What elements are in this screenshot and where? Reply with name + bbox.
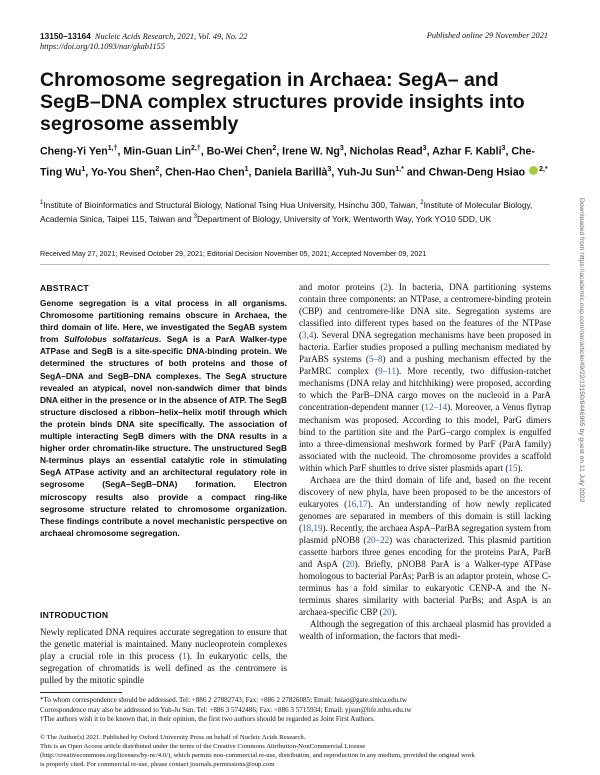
species-name: Sulfolobus solfataricus xyxy=(63,334,159,345)
introduction-text: Newly replicated DNA requires accurate segregation to ensure that the genetic material is maintained. Many nucleoprotein complexes play a crucial role in this process (1). In eukaryotic cells, the segregation of chromatids is well defined as the centromere is pulled by the mitotic spindle xyxy=(40,627,287,686)
citation-link[interactable]: 18,19 xyxy=(302,522,323,533)
citation-link[interactable]: 5–8 xyxy=(368,354,383,365)
author-name: Chwan-Deng Hsiao xyxy=(428,166,526,179)
paragraph-text: ). Recently, the archaea AspA–ParBA segregation system from plasmid pNOB8 ( xyxy=(299,522,551,545)
author-name: Yo-You Shen xyxy=(91,166,156,179)
author-affiliation-mark: 2,† xyxy=(191,145,201,152)
paragraph-text: ). An understanding of how newly replicated genomes are separated in members of this domain is still lacking ( xyxy=(299,498,551,533)
footnote-divider xyxy=(40,692,122,693)
citation-link[interactable]: 2 xyxy=(383,282,388,292)
journal-citation: Nucleic Acids Research, 2021, Vol. 49, No. 22 xyxy=(94,32,248,41)
author-affiliation-mark: 3 xyxy=(422,145,427,152)
paragraph-text: ). Briefly, pNOB8 ParA is a Walker-type ATPase homologous to bacterial ParAs; ParB is an adaptor protein, whose C-terminus has a fold similar to eukaryotic CENP-A and the N-terminus shares similarity with bacterial ParBs; and AspA is an archaea-specific CBP ( xyxy=(299,559,551,618)
article-title: Chromosome segregation in Archaea: SegA– and SegB–DNA complex structures provide insights into segrosome assembly xyxy=(40,69,525,135)
orcid-icon[interactable] xyxy=(529,166,538,175)
citation-link[interactable]: 15 xyxy=(508,462,518,473)
paragraph-text: ). Moreover, a Venus flytrap mechanism was proposed. According to this model, ParG dimers bind to the partition site and the ParG–cargo complex is engulfed into a three-dimensional meshwork formed by ParF (ParA family) associated with the nucleoid. The chromosome provides a scaffold within which ParF shuttles to drive sister plasmids apart ( xyxy=(299,402,551,473)
paragraph-text: and motor proteins ( xyxy=(299,282,384,292)
paragraph-text: ). Several DNA segregation mechanisms have been proposed in bacteria. Earlier studies proposed a pulling mechanism mediated by ParABS systems ( xyxy=(299,330,551,365)
header-divider xyxy=(40,264,550,265)
author-affiliation-mark: 2 xyxy=(155,166,160,174)
abstract-heading: ABSTRACT xyxy=(40,283,89,293)
author-affiliation-mark: 3 xyxy=(327,166,332,174)
author-name: Cheng-Yi Yen xyxy=(40,145,108,158)
author-name: Irene W. Ng xyxy=(282,145,340,158)
doi-link[interactable]: https://doi.org/10.1093/nar/gkab1155 xyxy=(40,42,165,51)
author-name: Chen-Hao Chen xyxy=(165,166,245,179)
author-affiliation-mark: 1 xyxy=(81,166,86,174)
paragraph-text: ) was characterized. This plasmid partition cassette harbors three genes encoding for the proteins ParA, ParB and AspA ( xyxy=(299,534,551,570)
author-affiliation-mark: 1 xyxy=(244,166,249,174)
author-name: Yuh-Ju Sun xyxy=(337,166,396,179)
affiliation-text: Institute of Bioinformatics and Structural Biology, National Tsing Hua University, Hsinchu 300, Taiwan, xyxy=(43,199,421,210)
author-list: Cheng-Yi Yen$^{1,\dagger}$, Min-Guan Lin$^{2,\dagger}$, Bo-Wei Chen$^2$, Irene W. Ng$^3$, Nicholas Read$^3$, Azhar F. Kabli$^3$, Che-Ting Wu$^1$, Yo-You Shen$^2$, Chen-Hao Chen$^1$, Daniela Barillà$^3$, Yuh-Ju Sun$^{1,*}$ and Chwan-Deng Hsiao $^{2,*}$ xyxy=(40,145,548,179)
citation-link[interactable]: 1 xyxy=(182,651,187,662)
introduction-heading: INTRODUCTION xyxy=(40,610,109,620)
paragraph-text: ) and a pushing mechanism effected by the ParMRC complex ( xyxy=(299,354,552,377)
author-name: Min-Guan Lin xyxy=(123,145,191,158)
citation-link[interactable]: 16,17 xyxy=(347,498,368,509)
author-name: Che-Ting Wu xyxy=(40,145,535,179)
affiliations xyxy=(40,197,552,225)
copyright-notice: © The Author(s) 2021. Published by Oxford University Press on behalf of Nucleic Acids Research. This is an Open Access article distributed under the terms of the Creative Commons Attribution-NonCommercial License (http://creativecommons.org/licenses/by-nc/4.0/), which permits non-commercial re-use, distribution, and reproduction in any medium, provided the original work is properly cited. For commercial re-use, please contact journals.permissions@oup.com xyxy=(40,734,475,769)
affiliation-mark: 2 xyxy=(420,200,424,206)
paragraph-text: ). xyxy=(391,607,397,618)
right-column-text xyxy=(299,281,551,642)
download-watermark: Downloaded from https://academic.oup.com/nar/article/49/22/13150/6446965 by guest on 11 July 2022 xyxy=(578,198,585,503)
paragraph-text: Although the segregation of this archaeal plasmid has provided a wealth of information, the factors that medi- xyxy=(299,619,551,642)
paragraph-text: Archaea are the third domain of life and, based on the recent discovery of new phyla, have been proposed to be the ancestors of eukaryotes ( xyxy=(299,474,551,509)
citation-link[interactable]: 20–22 xyxy=(366,534,390,545)
paragraph xyxy=(299,618,551,642)
submission-dates: Received May 27, 2021; Revised October 29, 2021; Editorial Decision November 05, 2021; Accepted November 09, 2021 xyxy=(40,249,427,258)
citation-link[interactable]: 20 xyxy=(345,559,355,570)
citation-link[interactable]: 12–14 xyxy=(424,402,448,413)
affiliation-mark: 1 xyxy=(40,200,44,206)
author-affiliation-mark: 1,* xyxy=(395,166,404,174)
affiliation-mark: 3 xyxy=(193,214,197,221)
author-affiliation-mark: 2 xyxy=(272,145,277,152)
author-name: Nicholas Read xyxy=(349,145,423,158)
citation-link[interactable]: 20 xyxy=(382,607,392,618)
running-header-left xyxy=(40,31,247,41)
paragraph-text: ). xyxy=(517,462,523,473)
footnote-correspondence-2: Correspondence may also be addressed to Yuh-Ju Sun. Tel: +886 3 5742486; Fax: +886 3 5715934; Email: yjsun@life.nthu.edu.tw xyxy=(40,705,412,714)
paragraph xyxy=(299,281,551,474)
paragraph-text: ). More recently, two diffusion-ratchet mechanisms (DNA relay and hitchhiking) were proposed, according to which the ParB–DNA cargo moves on the nucleoid in a ParA concentration-dependent manner ( xyxy=(299,366,551,413)
paragraph-text: ). In bacteria, DNA partitioning systems contain three components: an NTPase, a centromere-binding protein (CBP) and centromere-like DNA site. Segregation systems are classified into different types based on the features of the NTPase ( xyxy=(299,282,551,341)
author-affiliation-mark: 3 xyxy=(501,145,506,152)
citation-link[interactable]: 9–11 xyxy=(378,366,397,377)
footnote-joint-authors: †The authors wish it to be known that, in their opinion, the first two authors should be regarded as Joint First Authors. xyxy=(40,715,375,723)
affiliation-text: Institute of Molecular Biology, Academia Sinica, Taipei 115, Taiwan and xyxy=(40,199,533,224)
paragraph xyxy=(299,474,551,619)
published-date: Published online 29 November 2021 xyxy=(426,31,548,40)
author-name: Azhar F. Kabli xyxy=(432,145,502,158)
author-name: Daniela Barillà xyxy=(254,166,328,179)
author-name: Bo-Wei Chen xyxy=(206,145,273,158)
footnote-correspondence: *To whom correspondence should be addressed. Tel: +886 2 27882743; Fax: +886 2 27826085; Email: hsiao@gate.sinica.edu.tw xyxy=(40,696,408,704)
author-affiliation-mark: 3 xyxy=(339,145,344,152)
author-affiliation-mark: 2,* xyxy=(539,166,548,174)
abstract-text: Genome segregation is a vital process in all organisms. Chromosome partitioning remains obscure in Archaea, the third domain of life. Here, we investigated the SegAB system from Sulfolobus solfataricus. SegA is a ParA Walker-type ATPase and SegB is a site-specific DNA-binding protein. We determined the structures of both proteins and those of SegA–DNA and SegB–DNA complexes. The SegA structure revealed an atypical, novel non-sandwich dimer that binds DNA either in the presence or in the absence of ATP. The SegB structure disclosed a ribbon–helix–helix motif through which the protein binds DNA site specifically. The association of multiple interacting SegB dimers with the DNA results in a higher order chromatin-like structure. The unstructured SegB N-terminus plays an essential catalytic role in stimulating SegA ATPase activity and an architectural regulatory role in segrosome (SegA–SegB–DNA) formation. Electron microscopy results also provide a compact ring-like segrosome structure related to chromosome organization. These findings contribute a novel mechanistic perspective on archaeal chromosome segregation. xyxy=(40,298,287,538)
page-range: 13150–13164 xyxy=(40,31,91,41)
author-affiliation-mark: 1,† xyxy=(107,145,118,152)
affiliation-text: Department of Biology, University of York, Wentworth Way, York YO10 5DD, UK xyxy=(196,214,492,224)
citation-link[interactable]: 3,4 xyxy=(302,330,314,341)
